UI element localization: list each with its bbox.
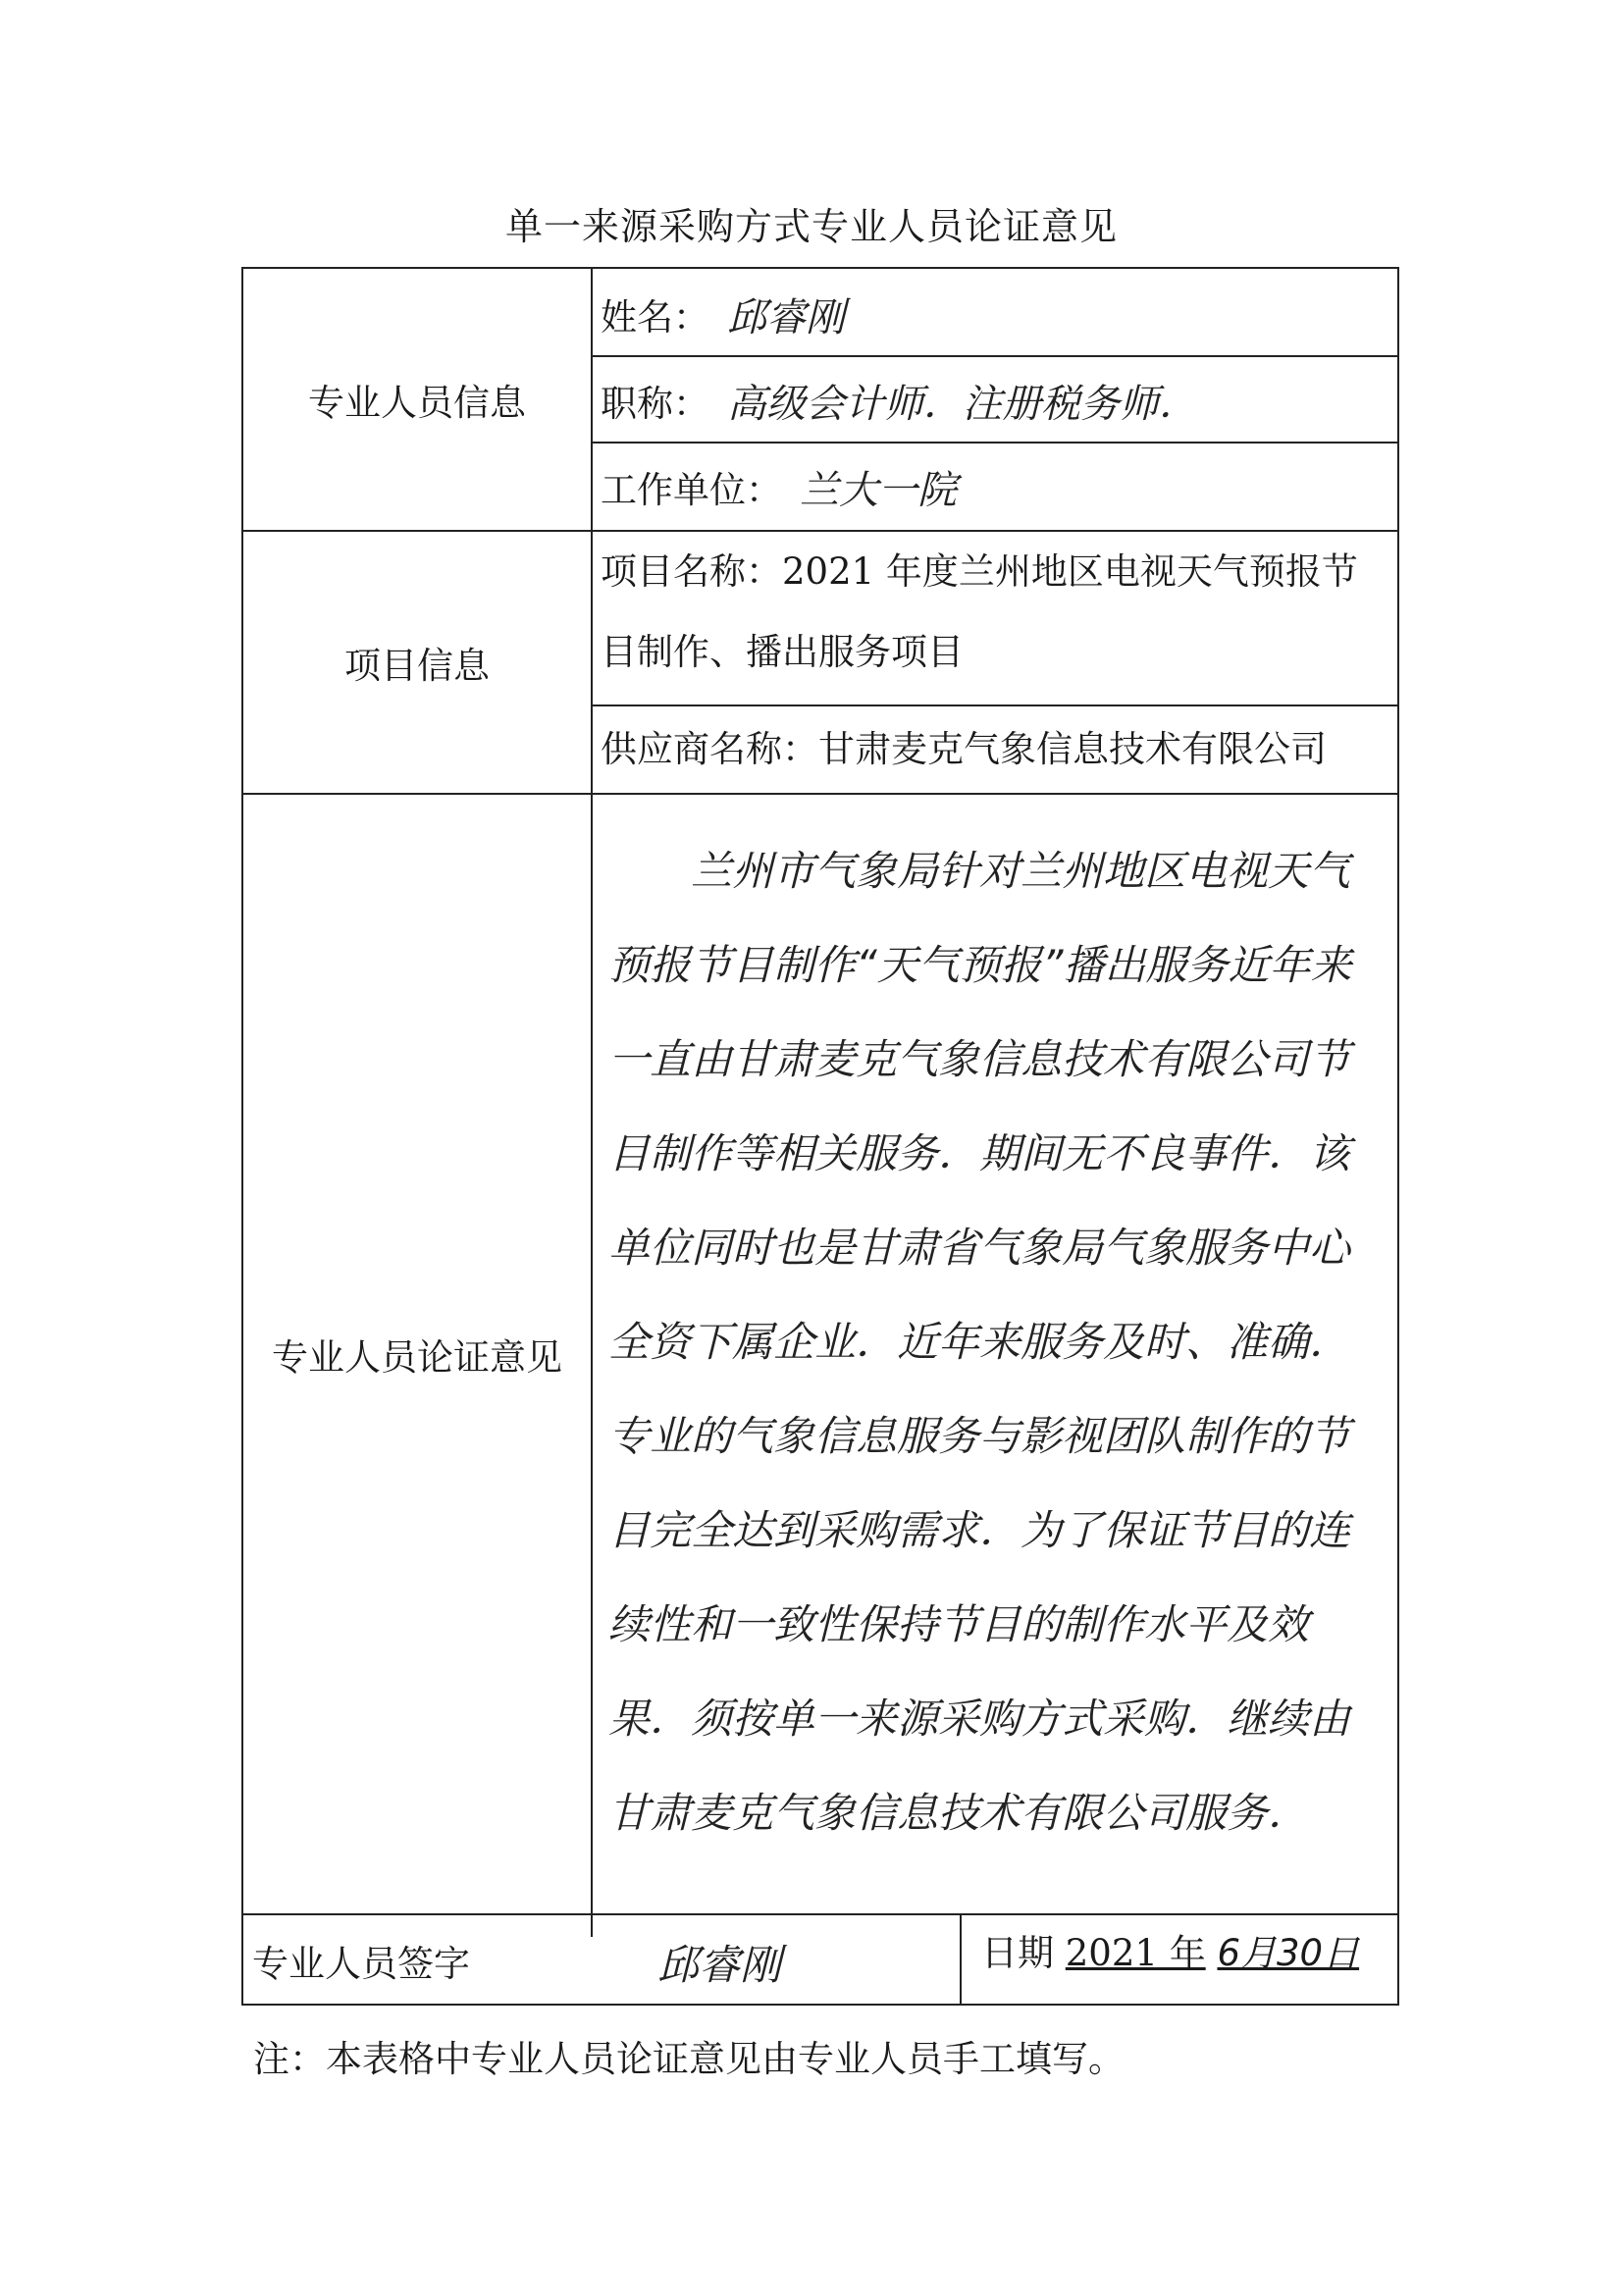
name-field	[601, 271, 845, 357]
column-divider	[591, 269, 593, 1937]
form-title: 单一来源采购方式专业人员论证意见	[504, 205, 1118, 248]
title-field	[601, 357, 1198, 444]
date-label: 日期	[981, 1932, 1054, 1974]
opinion-label: 专业人员论证意见	[272, 1336, 562, 1379]
unit-label: 工作单位：	[601, 469, 782, 511]
date-divider	[960, 1913, 962, 2004]
expert-info-label: 专业人员信息	[308, 382, 526, 424]
title-label: 职称：	[601, 383, 709, 425]
unit-value: 兰大一院	[800, 467, 957, 513]
project-info-label: 项目信息	[344, 645, 490, 687]
name-value: 邱睿刚	[727, 294, 845, 340]
unit-field	[601, 444, 957, 530]
project-name: 项目名称：2021 年度兰州地区电视天气预报节目制作、播出服务项目	[601, 550, 1358, 673]
date-year: 2021 年	[1065, 1932, 1206, 1974]
name-label: 姓名：	[601, 296, 709, 339]
footnote: 注：本表格中专业人员论证意见由专业人员手工填写。	[253, 2038, 1125, 2080]
title-value: 高级会计师．注册税务师．	[727, 381, 1198, 427]
opinion-text: 兰州市气象局针对兰州地区电视天气预报节目制作“天气预报”播出服务近年来一直由甘肃麦克气象信息技术有限公司节目制作等相关服务．期间无不良事件．该单位同时也是甘肃省气象局气象服务中心全资下属企业．近年来服务及时、准确．专业的气象信息服务与影视团队制作的节目完全达到采购需求．为了保证节目的连续性和一致性保持节目的制作水平及效果．须按单一来源采购方式采购．继续由甘肃麦克气象信息技术有限公司服务．	[608, 847, 1352, 1837]
signature-label: 专业人员签字	[252, 1943, 470, 1985]
signature-value: 邱睿刚	[657, 1941, 782, 1989]
supplier-name: 供应商名称：甘肃麦克气象信息技术有限公司	[601, 728, 1327, 770]
date-field	[981, 1923, 1359, 1976]
date-handwritten: 6月30日	[1217, 1932, 1360, 1974]
